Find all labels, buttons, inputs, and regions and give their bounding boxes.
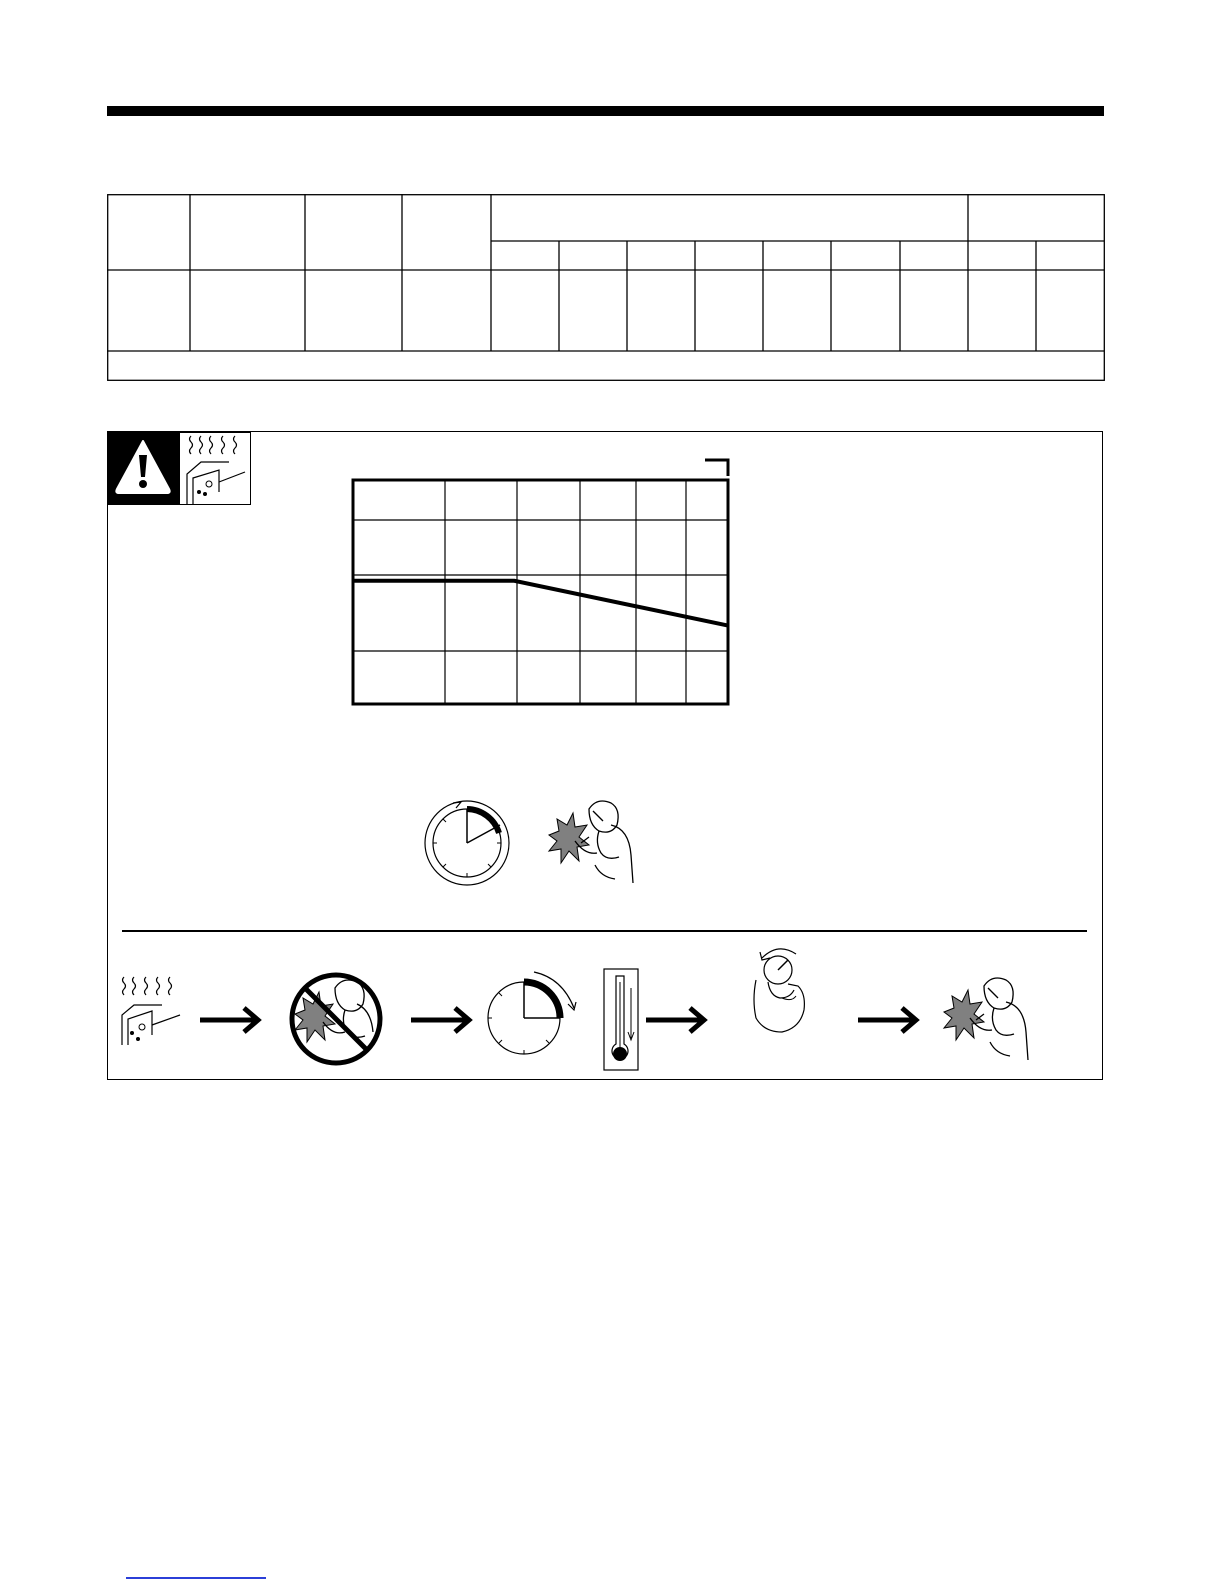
warning-triangle-icon: [107, 431, 179, 505]
section-divider: [122, 930, 1087, 932]
hot-welder-unit-icon: [118, 975, 183, 1047]
reduce-knob-icon: [748, 940, 808, 1038]
duty-cycle-chart: [340, 450, 750, 720]
welder-operator-icon: [940, 972, 1035, 1062]
arrow-right-icon: [200, 1005, 264, 1035]
footer-link-underline[interactable]: [126, 1577, 266, 1579]
chart-frame: [353, 480, 728, 704]
thermometer-falling-icon: [603, 968, 639, 1072]
welder-operator-icon: [545, 795, 640, 885]
warning-badge: [107, 431, 179, 505]
chart-corner-mark: [705, 460, 728, 476]
arrow-right-icon: [858, 1005, 922, 1035]
section-top-rule: [107, 106, 1104, 116]
specifications-table: [107, 194, 1105, 381]
no-welding-icon: [287, 970, 385, 1068]
arrow-right-icon: [411, 1005, 475, 1035]
hot-welder-unit-icon: [179, 432, 251, 505]
arrow-right-icon: [646, 1005, 710, 1035]
chart-series-line: [353, 581, 728, 626]
duty-cycle-clock-icon: [420, 795, 515, 890]
cooling-time-clock-icon: [484, 968, 580, 1058]
